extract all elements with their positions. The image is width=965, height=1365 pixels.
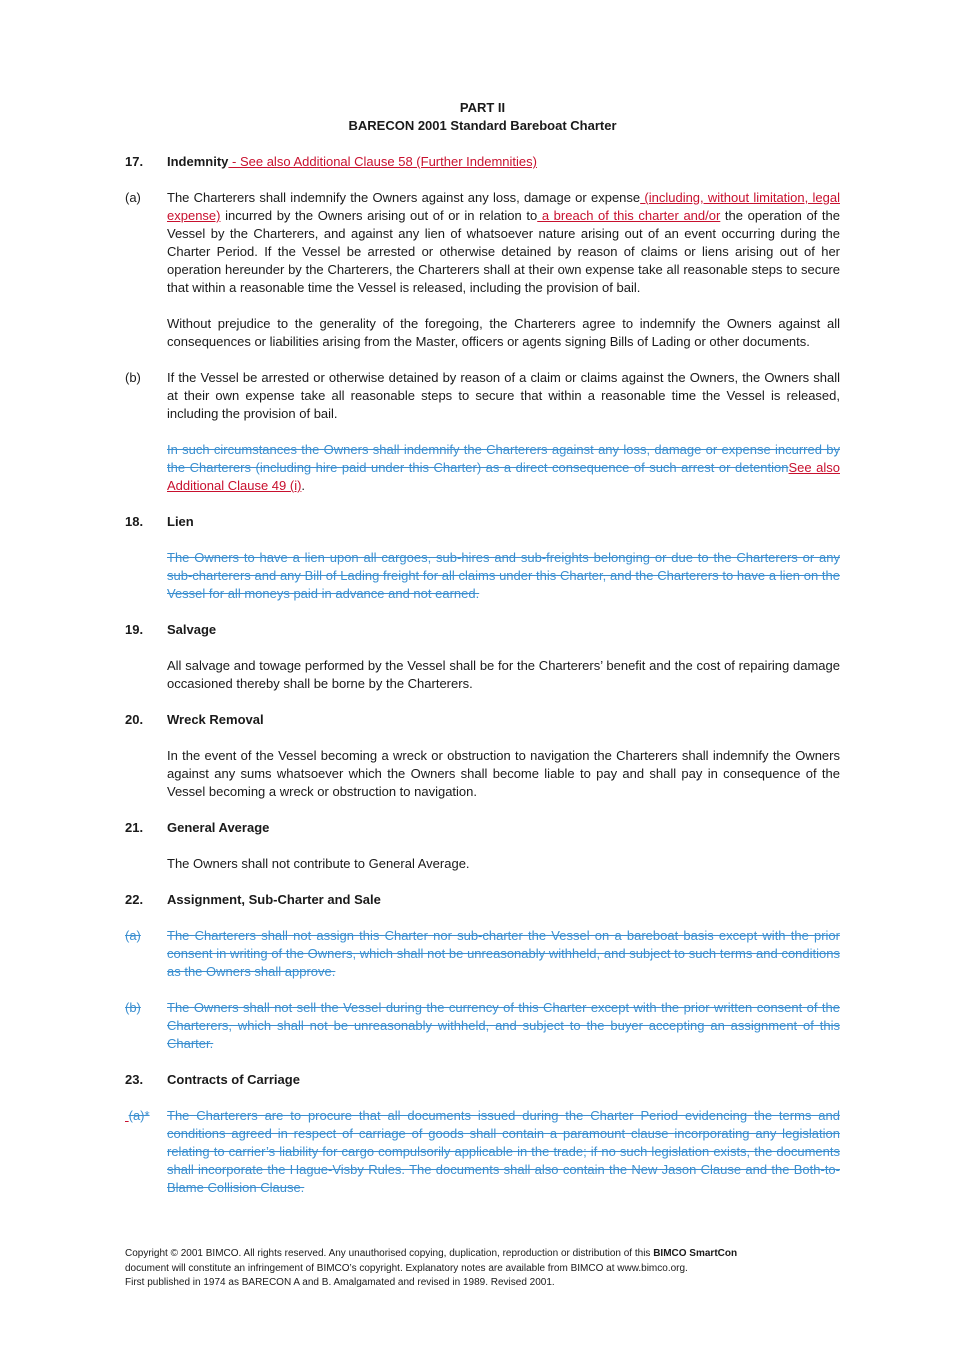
clause-20-text: In the event of the Vessel becoming a wreck or obstruction to navigation the Charterers shall indemnify the Owners against any sums whatsoever which the Owners shall become liable to pay and shall pay in consequence of the Vessel becoming a wreck or obstruction to navigation.	[167, 748, 840, 799]
clause-17-b-para2	[167, 441, 840, 495]
subclause-label: (a)	[125, 928, 141, 943]
clause-title: Indemnity	[167, 154, 229, 169]
clause-title: Lien	[167, 514, 194, 529]
deleted-text: In such circumstances the Owners shall indemnify the Charterers against any loss, damage or expense incurred by the Charterers (including hire paid under this Charter) as a direct consequence of such arrest or detention	[167, 442, 840, 475]
clause-17-a-para2: Without prejudice to the generality of the foregoing, the Charterers agree to indemnify the Owners against all consequences or liabilities arising from the Master, officers or agents signing Bills of Lading or other documents.	[167, 316, 840, 349]
clause-17-a	[125, 189, 840, 297]
deleted-text: The Owners shall not sell the Vessel during the currency of this Charter except with the prior written consent of the Charterers, which shall not be unreasonably withheld, and subject to the buyer accepting an assignment of this Charter.	[167, 1000, 840, 1051]
inserted-text: a breach of this charter and/or	[537, 208, 721, 223]
clause-text: If the Vessel be arrested or otherwise detained by reason of a claim or claims against the Owners, the Owners shall at their own expense take all reasonable steps to secure that within a reasonable time the Vessel is released, including the provision of bail.	[167, 370, 840, 421]
clause-19-text: All salvage and towage performed by the Vessel shall be for the Charterers’ benefit and the cost of repairing damage occasioned thereby shall be borne by the Charterers.	[167, 658, 840, 691]
footer-text: document will constitute an infringement of BIMCO’s copyright. Explanatory notes are available from BIMCO at www.bimco.org.	[125, 1262, 688, 1274]
clause-number: 19.	[125, 622, 144, 637]
clause-number: 21.	[125, 820, 144, 835]
subclause-label: (a)	[125, 190, 141, 205]
clause-number: 22.	[125, 892, 144, 907]
deleted-text: The Owners to have a lien upon all cargoes, sub-hires and sub-freights belonging or due to the Charterers or any sub-charterers and any Bill of Lading freight for all claims under this Charter, and the Charterers to have a lien on the Vessel for all moneys paid in advance and not earned.	[167, 550, 840, 601]
subclause-label: (b)	[125, 370, 141, 385]
clause-text: .	[301, 478, 306, 493]
clause-22-a	[125, 927, 840, 981]
clause-20-heading	[125, 711, 840, 729]
clause-text: The Charterers shall indemnify the Owners against any loss, damage or expense	[167, 190, 641, 205]
document-title: BARECON 2001 Standard Bareboat Charter	[348, 118, 617, 133]
deleted-text: The Charterers are to procure that all documents issued during the Charter Period evidencing the terms and conditions agreed in respect of carriage of goods shall contain a paramount clause incorporating any legislation relating to carrier’s liability for cargo compulsorily applicable in the trade; if no such legislation exists, the documents shall incorporate the Hague-Visby Rules. The documents shall also contain the New Jason Clause and the Both-to-Blame Collision Clause.	[167, 1108, 840, 1195]
clause-number: 18.	[125, 514, 144, 529]
subclause-label: (a)*	[128, 1108, 150, 1123]
clause-21-heading	[125, 819, 840, 837]
clause-title: General Average	[167, 820, 270, 835]
clause-number: 17.	[125, 154, 144, 169]
clause-number: 23.	[125, 1072, 144, 1087]
copyright-footer	[125, 1247, 840, 1291]
clause-18-text	[167, 549, 840, 603]
clause-19-heading	[125, 621, 840, 639]
clause-18-heading	[125, 513, 840, 531]
footer-text: First published in 1974 as BARECON A and B. Amalgamated and revised in 1989. Revised 2001.	[125, 1277, 555, 1288]
clause-text: incurred by the Owners arising out of or in relation to	[220, 208, 538, 223]
clause-number: 20.	[125, 712, 144, 727]
inserted-text: See also Additional Clause 49 (i)	[167, 460, 840, 493]
clause-17-heading	[125, 153, 840, 171]
footer-brand: BIMCO SmartCon	[653, 1248, 738, 1259]
inserted-text: - See also Additional Clause 58 (Further Indemnities)	[228, 154, 537, 169]
clause-23-heading	[125, 1071, 840, 1089]
part-heading: PART II	[459, 100, 506, 115]
document-body	[125, 99, 840, 1197]
subclause-label: (b)	[125, 1000, 141, 1015]
clause-title: Wreck Removal	[167, 712, 264, 727]
clause-17-b	[125, 369, 840, 423]
clause-22-heading	[125, 891, 840, 909]
deleted-text: The Charterers shall not assign this Charter nor sub-charter the Vessel on a bareboat basis except with the prior consent in writing of the Owners, which shall not be unreasonably withheld, and subject to such terms and conditions as the Owners shall approve.	[167, 928, 840, 979]
clause-23-a	[125, 1107, 840, 1197]
clause-title: Salvage	[167, 622, 217, 637]
clause-title: Contracts of Carriage	[167, 1072, 300, 1087]
clause-22-b	[125, 999, 840, 1053]
clause-title: Assignment, Sub-Charter and Sale	[167, 892, 381, 907]
clause-21-text: The Owners shall not contribute to General Average.	[167, 856, 470, 871]
footer-text: Copyright © 2001 BIMCO. All rights reserved. Any unauthorised copying, duplication, reproduction or distribution of this	[125, 1248, 654, 1259]
inserted-text: (including, without limitation, legal expense)	[167, 190, 840, 223]
clause-text: the operation of the Vessel by the Charterers, and against any lien of whatsoever nature arising out of an event occurring during the Charter Period. If the Vessel be arrested or otherwise detained by reason of claims or liens arising out of her operation hereunder by the Charterers, the Charterers shall at their own expense take all reasonable steps to secure that within a reasonable time the Vessel is released, including the provision of bail.	[167, 208, 840, 295]
